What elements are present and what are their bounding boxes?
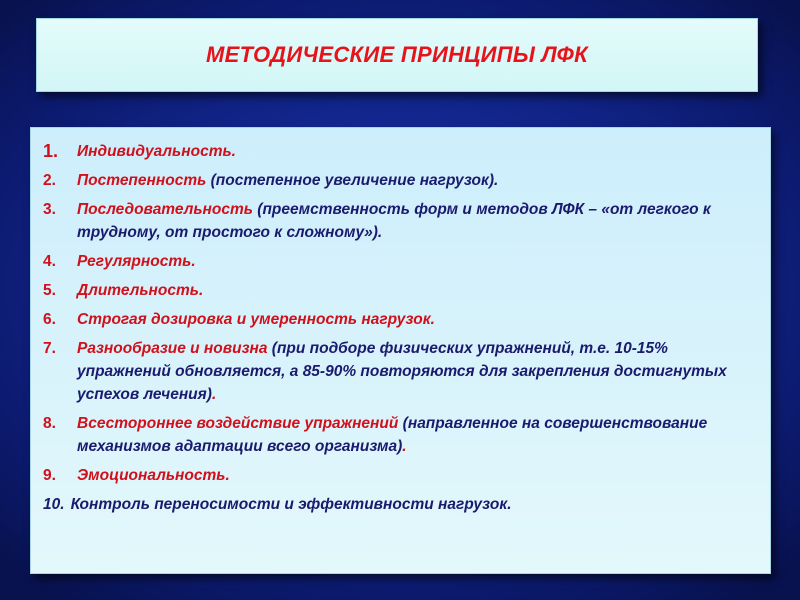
item-number: 2. (43, 172, 56, 189)
item-description: (направленное на совершенствование механизмов адаптации всего организма) (77, 415, 708, 455)
item-description: (преемственность форм и методов ЛФК – «от легкого к трудному, от простого к сложному»). (77, 201, 711, 241)
item-description: (постепенное увеличение нагрузок). (206, 172, 499, 189)
principles-list (43, 140, 756, 516)
slide-title: МЕТОДИЧЕСКИЕ ПРИНЦИПЫ ЛФК (206, 42, 588, 67)
item-term: Разнообразие и новизна (77, 340, 268, 357)
item-term: Регулярность. (77, 253, 196, 270)
item-term: Постепенность (77, 172, 207, 189)
item-number: 1. (43, 141, 59, 161)
item-term: Строгая дозировка и умеренность нагрузок. (77, 311, 435, 328)
item-number: 8. (43, 415, 56, 432)
list-item (43, 198, 756, 244)
list-item (43, 337, 756, 406)
list-item (43, 493, 756, 516)
item-end-mark: . (402, 438, 407, 455)
list-item (43, 140, 756, 163)
list-item (43, 308, 756, 331)
item-number: 7. (43, 340, 56, 357)
item-term: Последовательность (77, 201, 253, 218)
list-item (43, 279, 756, 302)
item-end-mark: . (211, 386, 217, 403)
item-number: 6. (43, 311, 56, 328)
list-item (43, 464, 756, 487)
item-term: Контроль переносимости и эффективности нагрузок. (70, 496, 512, 513)
item-term: Всестороннее воздействие упражнений (77, 415, 399, 432)
list-item (43, 412, 756, 458)
list-item (43, 169, 756, 192)
list-item (43, 250, 756, 273)
content-box (30, 127, 771, 574)
item-number: 3. (43, 201, 56, 218)
item-term: Длительность. (77, 282, 204, 299)
item-term: Эмоциональность. (77, 467, 230, 484)
item-description: (при подборе физических упражнений, т.е. 10-15% упражнений обновляется, а 85-90% повторяются для закрепления достигнутых успехов лечения) (77, 340, 727, 403)
item-number: 5. (43, 282, 56, 299)
item-number: 10. (43, 496, 65, 513)
item-number: 9. (43, 467, 56, 484)
item-term: Индивидуальность. (77, 143, 236, 160)
title-box (36, 18, 758, 92)
item-number: 4. (43, 253, 56, 270)
